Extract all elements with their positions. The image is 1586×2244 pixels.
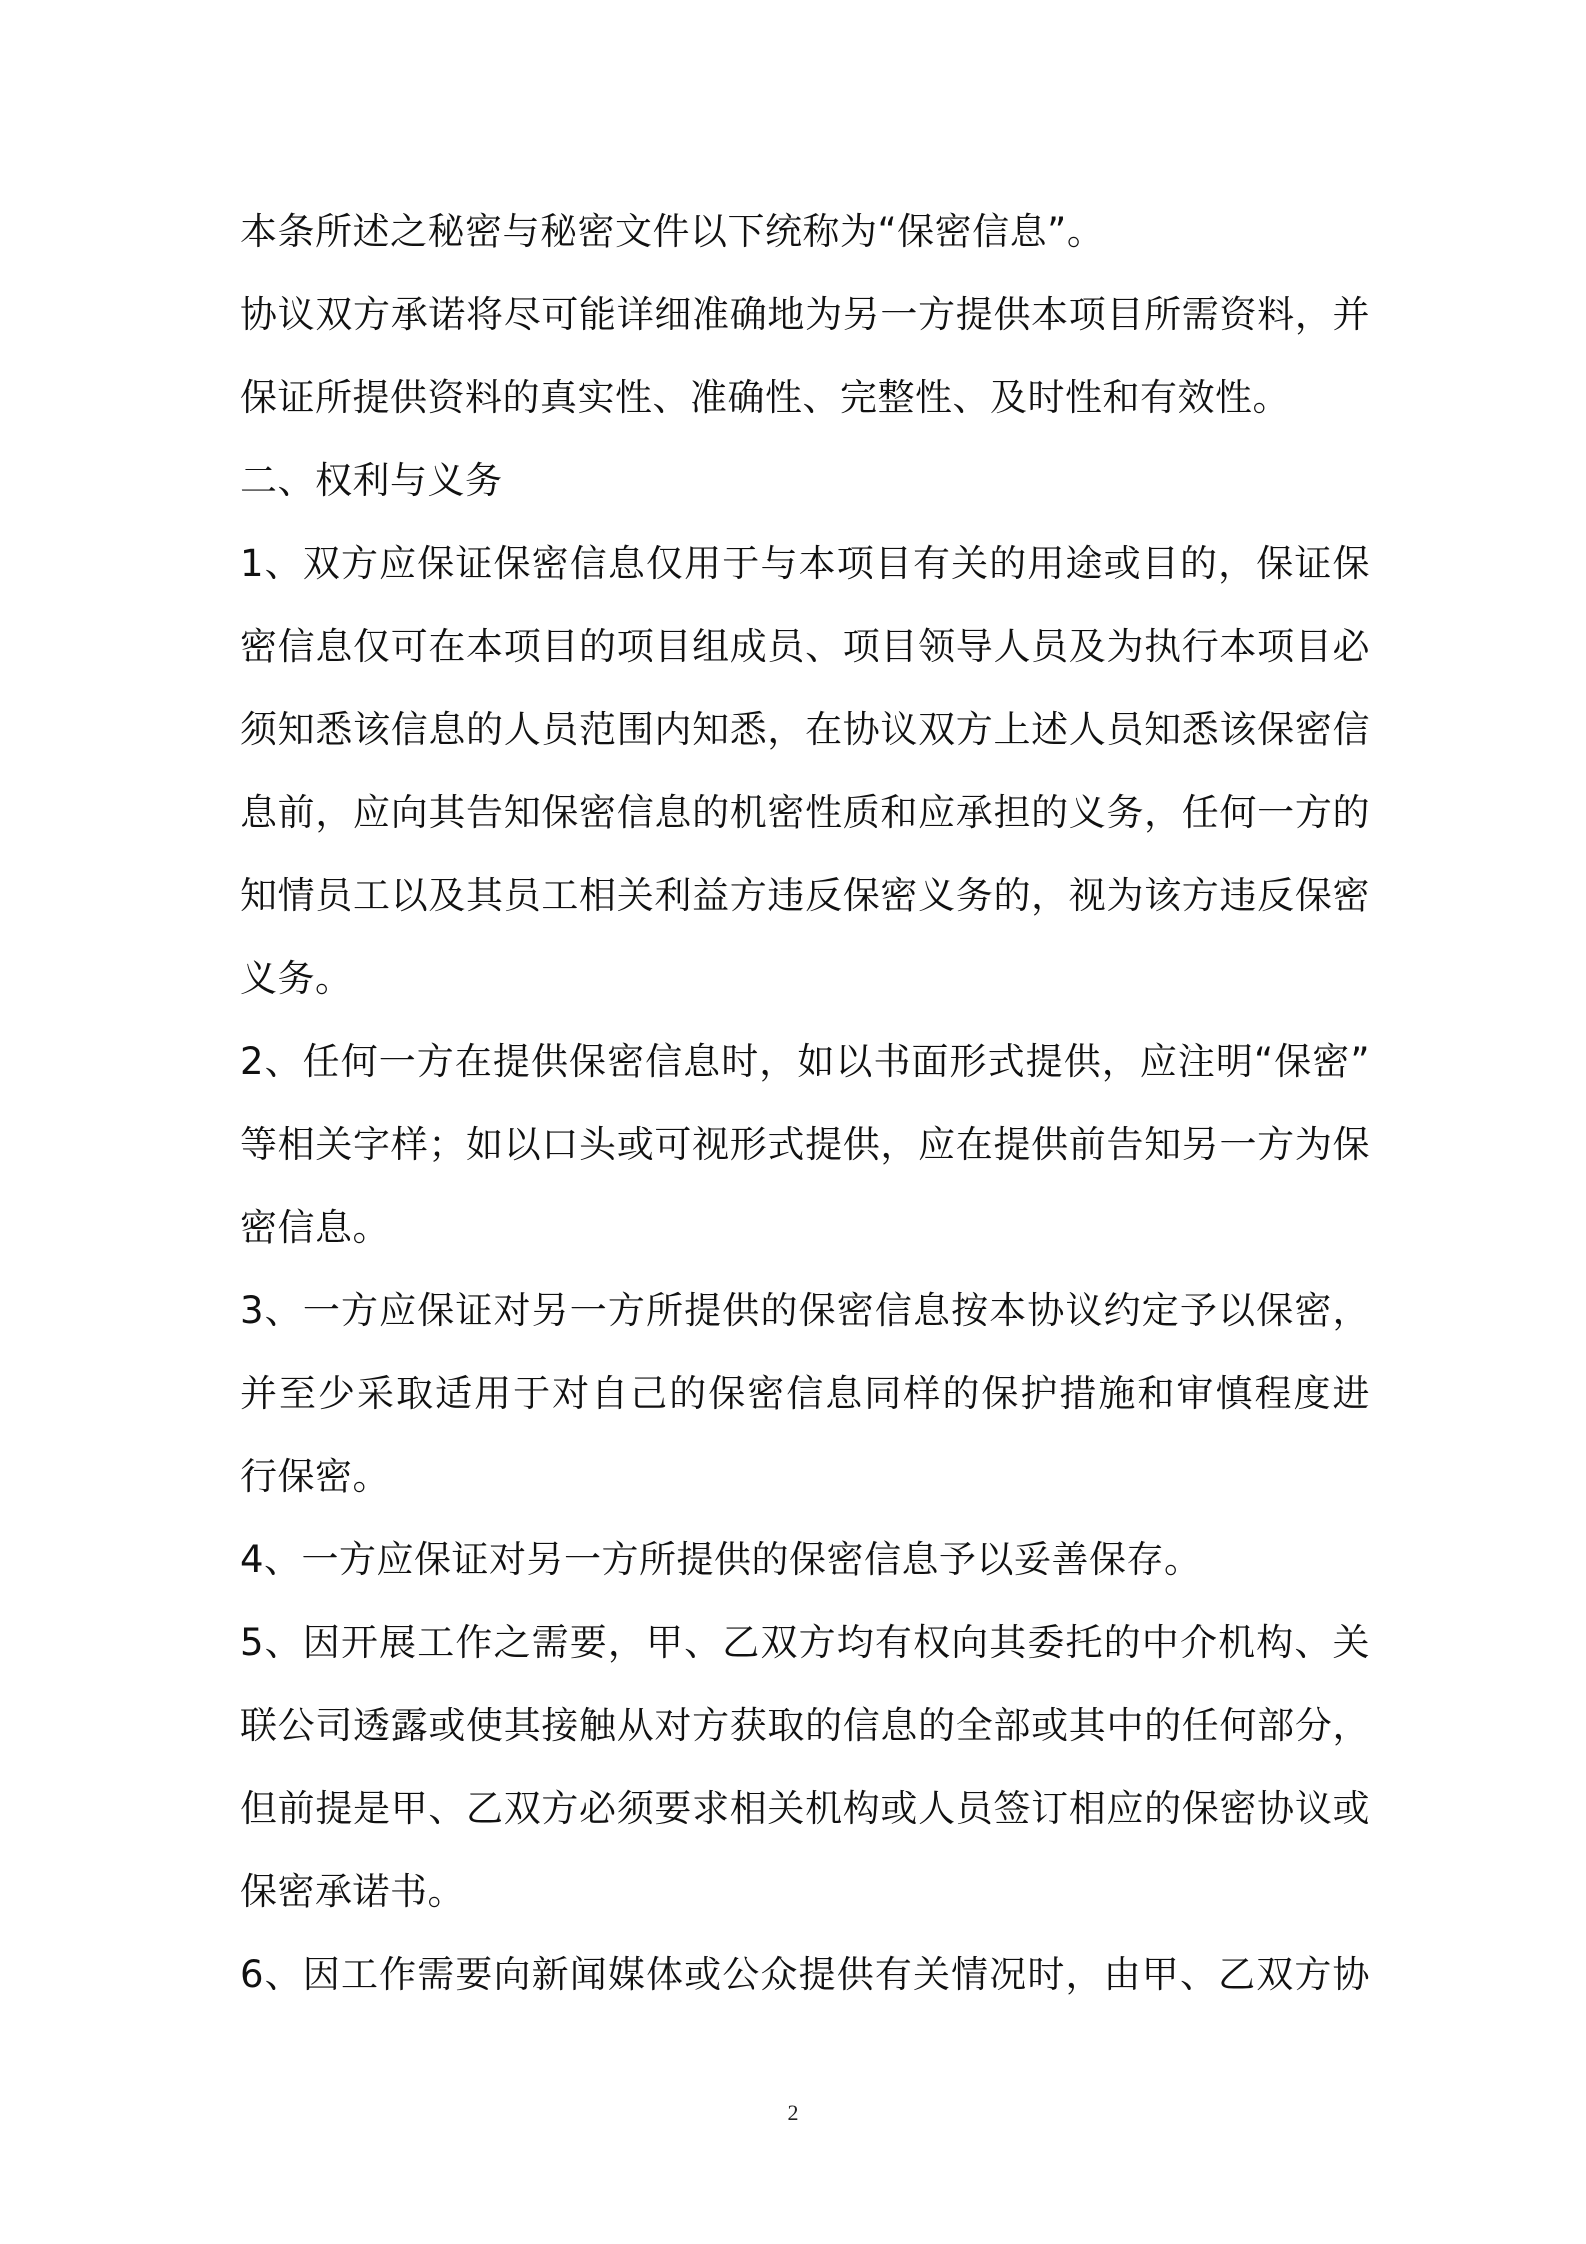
text-line: 行保密。 [240, 1455, 390, 1498]
text-line: 息前，应向其告知保密信息的机密性质和应承担的义务，任何一方的 [240, 791, 1370, 834]
text-line: 3、一方应保证对另一方所提供的保密信息按本协议约定予以保密， [240, 1289, 1370, 1332]
text-line: 并至少采取适用于对自己的保密信息同样的保护措施和审慎程度进 [240, 1372, 1370, 1415]
text-line: 1、双方应保证保密信息仅用于与本项目有关的用途或目的，保证保 [240, 542, 1370, 585]
text-line: 本条所述之秘密与秘密文件以下统称为“保密信息”。 [240, 210, 1105, 253]
text-line: 2、任何一方在提供保密信息时，如以书面形式提供，应注明“保密” [240, 1040, 1370, 1083]
text-line: 协议双方承诺将尽可能详细准确地为另一方提供本项目所需资料，并 [240, 293, 1370, 336]
text-line: 但前提是甲、乙双方必须要求相关机构或人员签订相应的保密协议或 [240, 1787, 1370, 1830]
text-line: 4、一方应保证对另一方所提供的保密信息予以妥善保存。 [240, 1538, 1202, 1581]
text-line: 知情员工以及其员工相关利益方违反保密义务的，视为该方违反保密 [240, 874, 1370, 917]
text-line: 保密承诺书。 [240, 1870, 465, 1913]
text-line: 密信息。 [240, 1206, 390, 1249]
section-heading: 二、权利与义务 [240, 459, 503, 502]
text-line: 5、因开展工作之需要，甲、乙双方均有权向其委托的中介机构、关 [240, 1621, 1370, 1664]
text-line: 须知悉该信息的人员范围内知悉，在协议双方上述人员知悉该保密信 [240, 708, 1370, 751]
text-line: 密信息仅可在本项目的项目组成员、项目领导人员及为执行本项目必 [240, 625, 1370, 668]
text-line: 等相关字样；如以口头或可视形式提供，应在提供前告知另一方为保 [240, 1123, 1370, 1166]
text-line: 6、因工作需要向新闻媒体或公众提供有关情况时，由甲、乙双方协 [240, 1953, 1370, 1996]
document-body [240, 190, 1370, 2016]
text-line: 联公司透露或使其接触从对方获取的信息的全部或其中的任何部分， [240, 1704, 1370, 1747]
page-number: 2 [787, 2100, 799, 2125]
text-line: 义务。 [240, 957, 353, 1000]
text-line: 保证所提供资料的真实性、准确性、完整性、及时性和有效性。 [240, 376, 1290, 419]
